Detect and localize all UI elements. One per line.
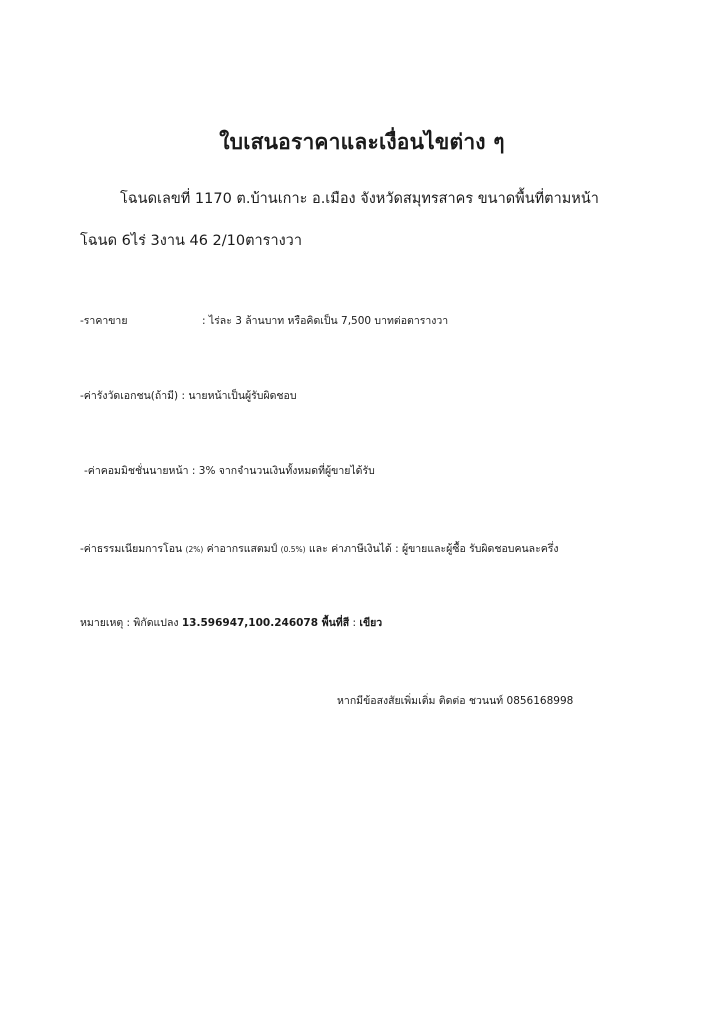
sale-price-value: : ไร่ละ 3 ล้านบาท หรือคิดเป็น 7,500 บาทต่อตารางวา	[202, 315, 449, 327]
survey-fee-value: : นายหน้าเป็นผู้รับผิดชอบ	[178, 390, 297, 402]
commission-label: -ค่าคอมมิชชั่นนายหน้า	[84, 465, 189, 477]
contact-info: หากมีข้อสงสัยเพิ่มเติ่ม ติดต่อ ชวนนท์ 0856168998	[337, 695, 574, 707]
zone-color-separator: :	[349, 617, 360, 629]
stamp-duty-text: ค่าอากรแสตมป์	[203, 543, 281, 555]
sale-price-label: -ราคาขาย	[80, 315, 128, 327]
sale-price-row	[80, 312, 448, 329]
transfer-fee-text: -ค่าธรรมเนียมการโอน	[80, 543, 186, 555]
note-label: หมายเหตุ : พิกัดแปลง	[80, 617, 182, 629]
document-title: ใบเสนอราคาและเงื่อนไขต่าง ๆ	[219, 130, 505, 154]
survey-fee-label: -ค่ารังวัดเอกชน(ถ้ามี)	[80, 390, 179, 402]
plot-coordinates: 13.596947,100.246078	[181, 617, 319, 629]
zone-color-value: เขียว	[359, 617, 383, 629]
transfer-fee-row	[80, 540, 559, 557]
deed-description-line-1: โฉนดเลขที่ 1170 ต.บ้านเกาะ อ.เมือง จังหวัดสมุทรสาคร ขนาดพื้นที่ตามหน้า	[120, 191, 599, 207]
commission-value: : 3% จากจำนวนเงินทั้งหมดที่ผู้ขายได้รับ	[188, 465, 375, 477]
survey-fee-row	[80, 387, 297, 404]
zone-color-label: พื้นที่สี	[318, 617, 350, 629]
stamp-duty-rate: (0.5%)	[280, 545, 306, 554]
deed-description-line-2: โฉนด 6ไร่ 3งาน 46 2/10ตารางวา	[80, 233, 302, 249]
transfer-fee-rate: (2%)	[185, 545, 204, 554]
income-tax-text: และ ค่าภาษีเงินได้ : ผู้ขายและผู้ซื้อ รับผิดชอบคนละครึ่ง	[305, 543, 559, 555]
commission-row	[84, 462, 375, 479]
note-row	[80, 614, 382, 631]
